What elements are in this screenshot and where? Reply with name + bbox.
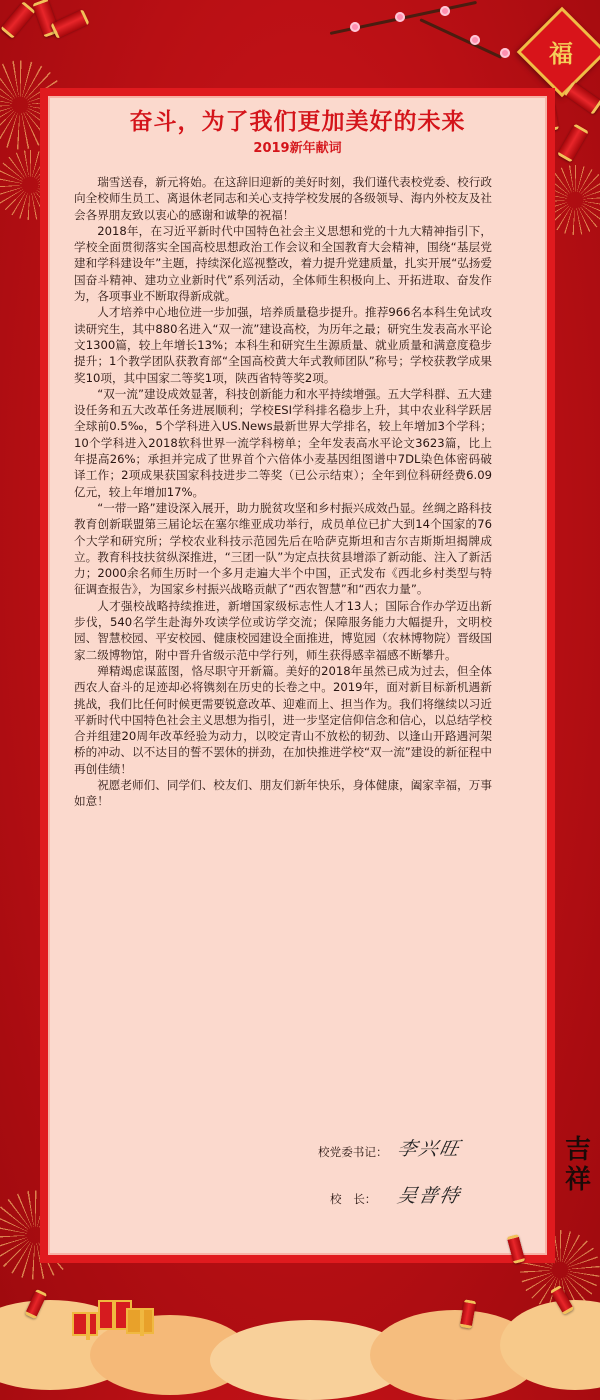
blossom-icon (470, 35, 480, 45)
letter-body (74, 174, 492, 810)
fu-character: 福 (549, 39, 573, 68)
blossom-icon (350, 22, 360, 32)
paragraph: 瑞雪送春，新元将始。在这辞旧迎新的美好时刻，我们谨代表校党委、校行政向全校师生员工、离退休老同志和关心支持学校发展的各级领导、海内外校友及社会各界朋友致以衷心的感谢和诚挚的祝福！ (74, 175, 492, 222)
firecracker-icon (0, 1, 35, 39)
blossom-icon (395, 12, 405, 22)
plum-branch-icon (419, 18, 502, 59)
party-secretary-label: 校党委书记： (318, 1145, 388, 1159)
blossom-icon (440, 6, 450, 16)
firecracker-icon (557, 123, 589, 162)
gift-box-icon (126, 1308, 154, 1334)
president-signature: 吴普特 (395, 1185, 464, 1207)
paragraph: “一带一路”建设深入展开，助力脱贫攻坚和乡村振兴成效凸显。丝绸之路科技教育创新联盟第三届论坛在塞尔维亚成功举行，成员单位已扩大到14个国家的76个大学和研究所；学校农业科技示范园先后在哈萨克斯坦和吉尔吉斯斯坦揭牌成立。教育科技扶贫纵深推进，“三团一队”为定点扶贫县增添了新动能、注入了新活力；2000余名师生历时一个多月走遍大半个中国，正式发布《西北乡村类型与特征调查报告》，为国家乡村振兴战略贡献了“西农智慧”和“西农力量”。 (74, 500, 492, 597)
page-title: 奋斗，为了我们更加美好的未来 (129, 109, 466, 135)
firecracker-icon (564, 81, 600, 115)
page-subtitle: 2019新年献词 (253, 141, 342, 156)
firecracker-icon (50, 9, 89, 39)
paragraph: 人才培养中心地位进一步加强，培养质量稳步提升。推荐966名本科生免试攻读研究生，其中880名进入“双一流”建设高校，为历年之最；研究生发表高水平论文1300篇，较上年增长13%；本科生和研究生生源质量、就业质量和满意度稳步提升；1个教学团队获教育部“全国高校黄大年式教师团队”称号；学校获教学成果奖10项，其中国家二等奖1项，陕西省特等奖2项。 (74, 305, 492, 385)
blossom-icon (500, 48, 510, 58)
party-secretary-signature: 李兴旺 (395, 1138, 464, 1160)
president-label: 校 长： (330, 1192, 377, 1206)
jixiang-calligraphy: 吉祥 (564, 1135, 591, 1195)
paragraph: 殚精竭虑谋蓝图，恪尽职守开新篇。美好的2018年虽然已成为过去，但全体西农人奋斗的足迹却必将镌刻在历史的长卷之中。2019年，面对新目标新机遇新挑战，我们比任何时候更需要锐意改革、迎难而上、担当作为。我们将继续以习近平新时代中国特色社会主义思想为指引，进一步坚定信仰信念和信心，以总结学校合并组建20周年改革经验为动力，以咬定青山不放松的韧劲、以逢山开路遇河架桥的冲动、以不达目的誓不罢休的拼劲，在加快推进学校“双一流”建设的新征程中再创佳绩！ (74, 663, 492, 776)
paragraph: 人才强校战略持续推进，新增国家级标志性人才13人；国际合作办学迈出新步伐，540名学生赴海外攻读学位或访学交流；保障服务能力大幅提升，文明校园、智慧校园、平安校园、健康校园建设全面推进，博览园（农林博物院）晋级国家二级博物馆，附中晋升省级示范中学行列，师生获得感幸福感不断攀升。 (74, 598, 492, 662)
gift-box-icon (72, 1312, 98, 1336)
paragraph: 2018年，在习近平新时代中国特色社会主义思想和党的十九大精神指引下，学校全面贯彻落实全国高校思想政治工作会议和全国教育大会精神，围绕“基层党建和学科建设年”主题，持续深化巡视整改，着力提升党建质量，扎实开展“弘扬爱国奋斗精神、建功立业新时代”系列活动，全体师生积极向上、开拓进取、奋发作为，各项事业不断取得新成就。 (74, 223, 492, 304)
paragraph: “双一流”建设成效显著，科技创新能力和水平持续增强。五大学科群、五大建设任务和五大改革任务进展顺利；学校ESI学科排名稳步上升，其中农业科学跃居全球前0.5‰，5个学科进入US.News最新世界大学排名，较上年增加3个学科；10个学科进入2018软科世界一流学科榜单；全年发表高水平论文3623篇，比上年提高26%；承担并完成了世界首个六倍体小麦基因组图谱中7DL染色体密码破译工作；2项成果获国家科技进步二等奖（已公示结束）；全年到位科研经费6.09亿元，较上年增加17%。 (74, 386, 492, 499)
paragraph: 祝愿老师们、同学们、校友们、朋友们新年快乐，身体健康，阖家幸福，万事如意！ (74, 777, 492, 809)
